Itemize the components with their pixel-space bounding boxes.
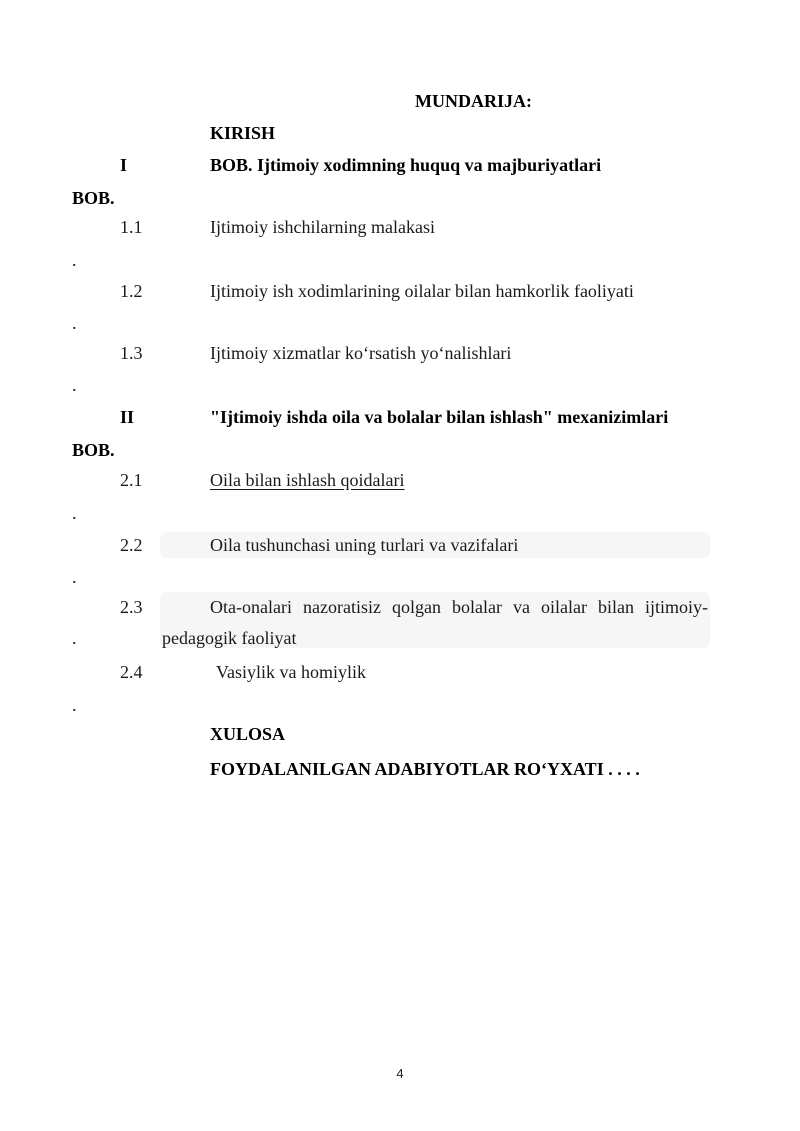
toc-item-2-4[interactable]: Vasiylik va homiylik: [216, 662, 366, 682]
toc-item-dot: .: [72, 250, 77, 270]
toc-item-dot: .: [72, 695, 77, 715]
toc-item-number: 2.2: [120, 535, 143, 555]
chapter-2-bob: BOB.: [72, 440, 115, 460]
chapter-1-number: I: [120, 155, 128, 175]
toc-kirish[interactable]: KIRISH: [210, 123, 276, 143]
toc-item-dot: .: [72, 375, 77, 395]
chapter-1-title[interactable]: BOB. Ijtimoiy xodimning huquq va majburiyatlari: [210, 155, 602, 175]
toc-title: MUNDARIJA:: [415, 91, 532, 111]
chapter-1-bob: BOB.: [72, 188, 115, 208]
toc-item-dot: .: [72, 503, 77, 523]
toc-item-number: 1.3: [120, 343, 143, 363]
toc-item-1-2[interactable]: Ijtimoiy ish xodimlarining oilalar bilan hamkorlik faoliyati: [210, 281, 634, 301]
toc-item-number: 2.1: [120, 470, 143, 490]
toc-item-2-2[interactable]: Oila tushunchasi uning turlari va vazifalari: [210, 535, 519, 555]
chapter-2-title[interactable]: "Ijtimoiy ishda oila va bolalar bilan ishlash" mexanizimlari: [210, 407, 669, 427]
toc-item-number: 1.1: [120, 217, 143, 237]
toc-item-dot: .: [72, 567, 77, 587]
toc-item-2-3-continuation[interactable]: pedagogik faoliyat: [162, 628, 297, 648]
toc-item-number: 2.3: [120, 597, 143, 617]
toc-item-2-1-link[interactable]: Oila bilan ishlash qoidalari: [210, 470, 405, 490]
toc-item-2-3[interactable]: Ota-onalari nazoratisiz qolgan bolalar va oilalar bilan ijtimoiy-: [210, 597, 708, 617]
toc-item-number: 1.2: [120, 281, 143, 301]
toc-item-1-3[interactable]: Ijtimoiy xizmatlar ko‘rsatish yo‘nalishlari: [210, 343, 512, 363]
toc-references[interactable]: FOYDALANILGAN ADABIYOTLAR RO‘YXATI . . . .: [210, 759, 640, 779]
toc-item-number: 2.4: [120, 662, 143, 682]
chapter-2-number: II: [120, 407, 135, 427]
toc-xulosa[interactable]: XULOSA: [210, 724, 286, 744]
toc-item-dot: .: [72, 628, 77, 648]
toc-item-dot: .: [72, 313, 77, 333]
toc-item-1-1[interactable]: Ijtimoiy ishchilarning malakasi: [210, 217, 435, 237]
page-number: 4: [396, 1066, 404, 1081]
